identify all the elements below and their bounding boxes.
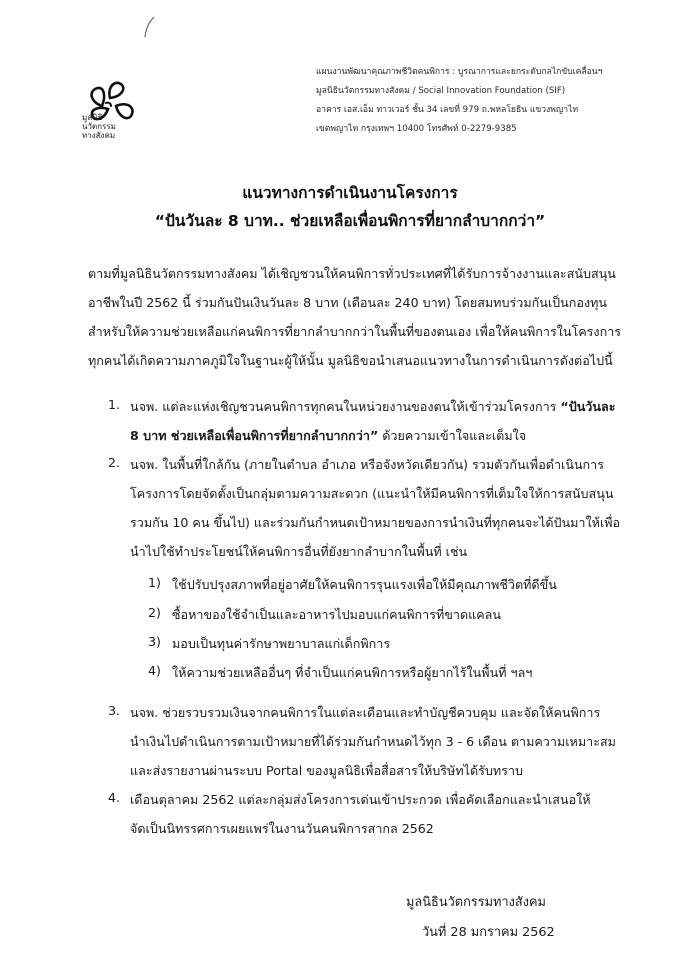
intro-line: ตามที่มูลนิธินวัตกรรมทางสังคม ได้เชิญชวนให้คนพิการทั่วประเทศที่ได้รับการจ้างงานและสนับสนุน (88, 266, 616, 281)
item-text: นจพ. แต่ละแห่งเชิญชวนคนพิการทุกคนในหน่วยงานของตนให้เข้าร่วมโครงการ (130, 399, 561, 414)
item-line: นจพ. ในพื้นที่ใกล้กัน (ภายในตำบล อำเภอ หรือจังหวัดเดียวกัน) รวมตัวกันเพื่อดำเนินการ (130, 457, 605, 472)
item-number: 3. (108, 703, 121, 718)
item-number: 4. (108, 790, 121, 805)
letterhead-line: เขตพญาไท กรุงเทพฯ 10400 โทรศัพท์ 0-2279-9385 (316, 124, 517, 134)
signature-date: วันที่ 28 มกราคม 2562 (422, 925, 555, 940)
logo-text-line: ทางสังคม (82, 131, 116, 140)
subitem-number: 2) (148, 605, 161, 620)
subitem-number: 4) (148, 663, 161, 678)
intro-line: สำหรับให้ความช่วยเหลือแก่คนพิการที่ยากลำบากกว่าในพื้นที่ของตนเอง เพื่อให้คนพิการในโครงการ (88, 324, 622, 339)
item-line: เดือนตุลาคม 2562 แต่ละกลุ่มส่งโครงการเด่นเข้าประกวด เพื่อคัดเลือกและนำเสนอให้ (130, 792, 591, 807)
item-line: โครงการโดยจัดตั้งเป็นกลุ่มตามความสะดวก (แนะนำให้มีคนพิการที่เต็มใจให้การสนับสนุน (130, 486, 614, 501)
letterhead-line: แผนงานพัฒนาคุณภาพชีวิตคนพิการ : บูรณาการและยกระดับกลไกขับเคลื่อนฯ (316, 67, 603, 77)
item-line: รวมกัน 10 คน ขึ้นไป) และร่วมกันกำหนดเป้าหมายของการนำเงินที่ทุกคนจะได้ปันมาให้เพื่อ (130, 515, 621, 530)
subitem-text: มอบเป็นทุนค่ารักษาพยาบาลแก่เด็กพิการ (172, 636, 391, 651)
signature-org: มูลนิธินวัตกรรมทางสังคม (406, 895, 546, 910)
stray-pen-mark (143, 16, 157, 38)
logo-text (82, 113, 152, 140)
item-number: 2. (108, 455, 121, 470)
intro-line: ทุกคนได้เกิดความภาคภูมิใจในฐานะผู้ให้นั้น มูลนิธิขอนำเสนอแนวทางในการดำเนินการดังต่อไปนี้ (88, 353, 613, 368)
subitem-number: 1) (148, 575, 161, 590)
intro-line: อาชีพในปี 2562 นี้ ร่วมกันปันเงินวันละ 8 บาท (เดือนละ 240 บาท) โดยสมทบร่วมกันเป็นกองทุน (88, 295, 608, 310)
item-line (130, 397, 615, 417)
subitem-number: 3) (148, 634, 161, 649)
item-line: นจพ. ช่วยรวบรวมเงินจากคนพิการในแต่ละเดือนและทำบัญชีควบคุม และจัดให้คนพิการ (130, 705, 601, 720)
logo-text-line: มูลนิธิ (82, 113, 103, 122)
subitem-text: ใช้ปรับปรุงสภาพที่อยู่อาศัยให้คนพิการรุนแรงเพื่อให้มีคุณภาพชีวิตที่ดีขึ้น (172, 577, 557, 592)
item-text: ด้วยความเข้าใจและเต็มใจ (378, 428, 527, 443)
subitem-text: ซื้อหาของใช้จำเป็นและอาหารไปมอบแก่คนพิการที่ขาดแคลน (172, 607, 501, 622)
item-line: จัดเป็นนิทรรศการเผยแพร่ในงานวันคนพิการสากล 2562 (130, 821, 434, 836)
subitem-text: ให้ความช่วยเหลืออื่นๆ ที่จำเป็นแก่คนพิการหรือผู้ยากไร้ในพื้นที่ ฯลฯ (172, 665, 533, 680)
item-number: 1. (108, 397, 121, 412)
item-text-bold: “ปันวันละ (560, 399, 616, 414)
item-line (130, 426, 526, 446)
logo-text-line: นวัตกรรม (82, 122, 116, 131)
item-line: และส่งรายงานผ่านระบบ Portal ของมูลนิธิเพื่อสื่อสารให้บริษัทได้รับทราบ (130, 763, 524, 778)
item-text-bold: 8 บาท ช่วยเหลือเพื่อนพิการที่ยากลำบากกว่า” (130, 428, 379, 443)
document-title: แนวทางการดำเนินงานโครงการ (242, 184, 458, 202)
item-line: นำไปใช้ทำประโยชน์ให้คนพิการอื่นที่ยังยากลำบากในพื้นที่ เช่น (130, 544, 468, 559)
letterhead-line: อาคาร เอส.เอ็ม ทาวเวอร์ ชั้น 34 เลขที่ 979 ถ.พหลโยธิน แขวงพญาไท (316, 105, 579, 115)
item-line: นำเงินไปดำเนินการตามเป้าหมายที่ได้ร่วมกันกำหนดไว้ทุก 3 - 6 เดือน ตามความเหมาะสม (130, 734, 616, 749)
project-name-title: “ปันวันละ 8 บาท.. ช่วยเหลือเพื่อนพิการที่ยากลำบากกว่า” (154, 212, 546, 230)
letterhead-line: มูลนิธินวัตกรรมทางสังคม / Social Innovation Foundation (SIF) (316, 86, 566, 96)
